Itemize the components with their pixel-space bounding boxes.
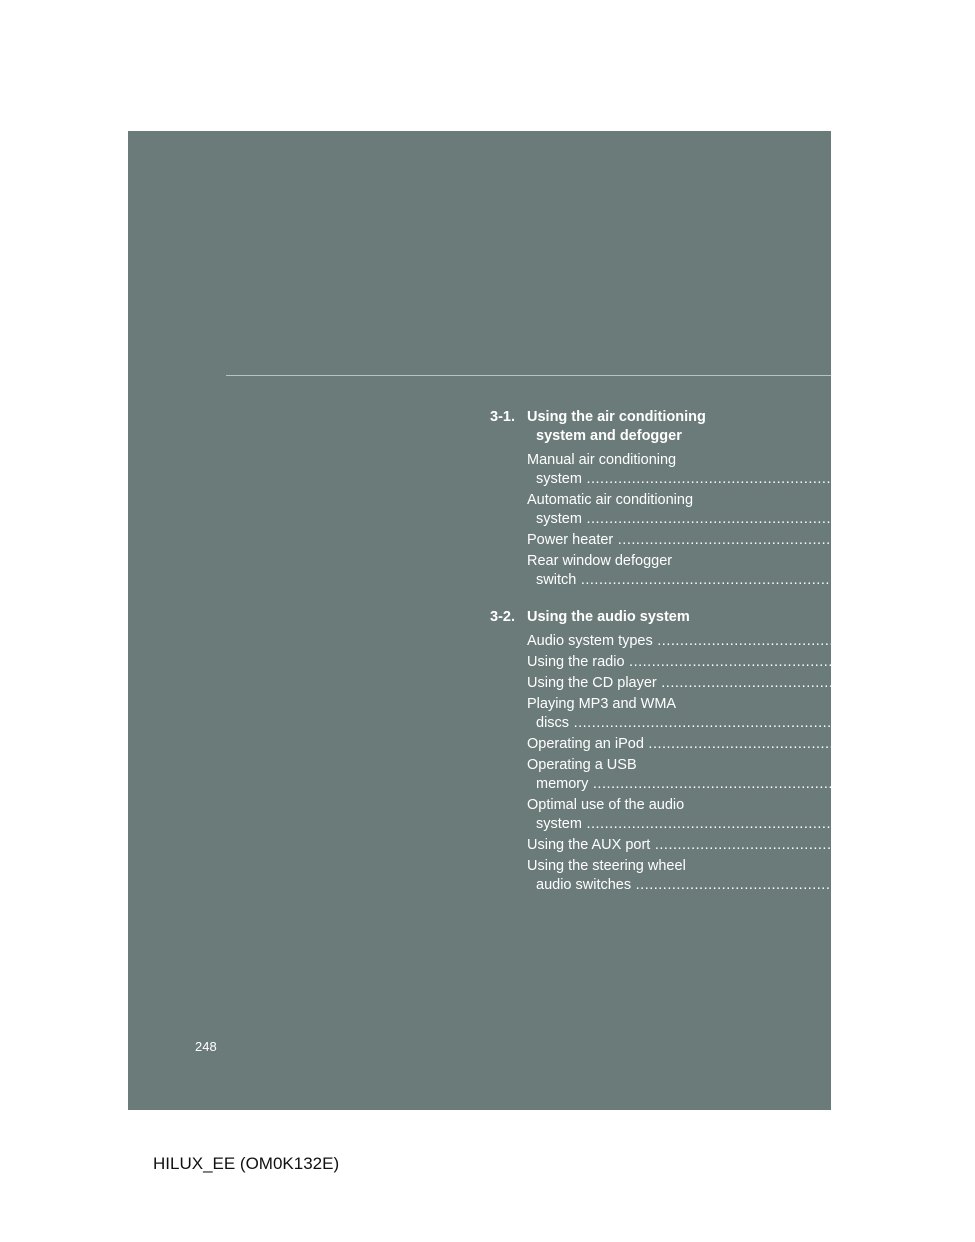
section-title xyxy=(527,608,690,627)
entry-title: Using the steering wheel xyxy=(527,858,686,874)
toc-entry[interactable] xyxy=(527,836,969,855)
entry-title: Rear window defogger xyxy=(527,553,673,569)
section-title-line: Using the audio system xyxy=(527,609,690,625)
toc-entry[interactable] xyxy=(527,674,975,693)
document-footer: HILUX_EE (OM0K132E) xyxy=(153,1154,340,1173)
entry-page-number: 250 xyxy=(875,471,900,487)
dot-leader: ............................................................... xyxy=(631,877,921,893)
section-heading xyxy=(490,408,732,446)
entry-page-number: 271 xyxy=(950,675,975,691)
section-heading xyxy=(490,608,732,627)
dot-leader: ............................................................... xyxy=(588,776,879,792)
entry-title: switch xyxy=(536,572,577,588)
entry-title: system xyxy=(536,511,582,527)
toc-entry[interactable] xyxy=(527,796,900,834)
entry-title: system xyxy=(536,471,582,487)
toc-entry[interactable] xyxy=(527,531,932,550)
entry-page-number: 288 xyxy=(937,736,962,752)
entry-title: memory xyxy=(536,776,589,792)
entry-title: Power heater xyxy=(527,532,614,548)
divider-line xyxy=(226,375,831,376)
dot-leader: ............................................................... xyxy=(581,511,872,527)
page-number: 248 xyxy=(195,1039,217,1054)
entry-title: Using the CD player xyxy=(527,675,657,691)
entry-page-number: 266 xyxy=(946,633,971,649)
toc-entry[interactable] xyxy=(527,695,888,733)
toc-entry[interactable] xyxy=(527,653,943,672)
dot-leader: ............................................................... xyxy=(576,572,867,588)
entry-page-number: 296 xyxy=(882,776,907,792)
table-of-contents xyxy=(490,408,975,913)
entry-title: discs xyxy=(536,715,570,731)
dot-leader: ............................................................... xyxy=(650,837,941,853)
toc-entry[interactable] xyxy=(527,756,907,794)
dot-leader: ............................................................... xyxy=(581,816,872,832)
entry-title: Using the AUX port xyxy=(527,837,651,853)
dot-leader: ............................................................... xyxy=(624,654,915,670)
entry-page-number: 268 xyxy=(918,654,943,670)
dot-leader: ............................................................... xyxy=(652,633,943,649)
entry-title: Audio system types xyxy=(527,633,653,649)
entry-title: Automatic air conditioning xyxy=(527,492,694,508)
dot-leader: ............................................................... xyxy=(613,532,904,548)
entry-page-number: 305 xyxy=(875,816,900,832)
entry-title: system xyxy=(536,816,582,832)
toc-section xyxy=(490,408,932,590)
toc-entry[interactable] xyxy=(527,451,900,489)
section-number: 3-1. xyxy=(490,409,515,425)
section-number: 3-2. xyxy=(490,609,515,625)
entry-page-number: 264 xyxy=(870,572,895,588)
dot-leader: ............................................................... xyxy=(656,675,947,691)
entry-page-number: 263 xyxy=(907,532,932,548)
entry-title: Operating an iPod xyxy=(527,736,644,752)
entry-title: Using the radio xyxy=(527,654,625,670)
entry-page-number: 256 xyxy=(875,511,900,527)
section-title-line: system and defogger xyxy=(536,428,682,444)
entry-title: Operating a USB xyxy=(527,757,637,773)
entry-page-number: 279 xyxy=(862,715,888,731)
entry-title: Playing MP3 and WMA xyxy=(527,696,677,712)
dot-leader: ............................................................... xyxy=(643,736,934,752)
entry-page-number: 309 xyxy=(944,837,969,853)
dot-leader: ............................................................... xyxy=(569,715,859,731)
toc-entry[interactable] xyxy=(527,552,895,590)
toc-entry[interactable] xyxy=(527,735,962,754)
toc-entry[interactable] xyxy=(527,857,950,895)
entry-page-number: 310 xyxy=(924,877,950,893)
entry-title: audio switches xyxy=(536,877,632,893)
section-title xyxy=(527,408,706,446)
toc-entry[interactable] xyxy=(527,491,900,529)
entry-title: Optimal use of the audio xyxy=(527,797,685,813)
dot-leader: ............................................................... xyxy=(581,471,872,487)
entry-title: Manual air conditioning xyxy=(527,452,677,468)
chapter-panel xyxy=(128,131,975,1110)
section-title-line: Using the air conditioning xyxy=(527,409,706,425)
toc-section xyxy=(490,608,975,895)
toc-entry[interactable] xyxy=(527,632,971,651)
